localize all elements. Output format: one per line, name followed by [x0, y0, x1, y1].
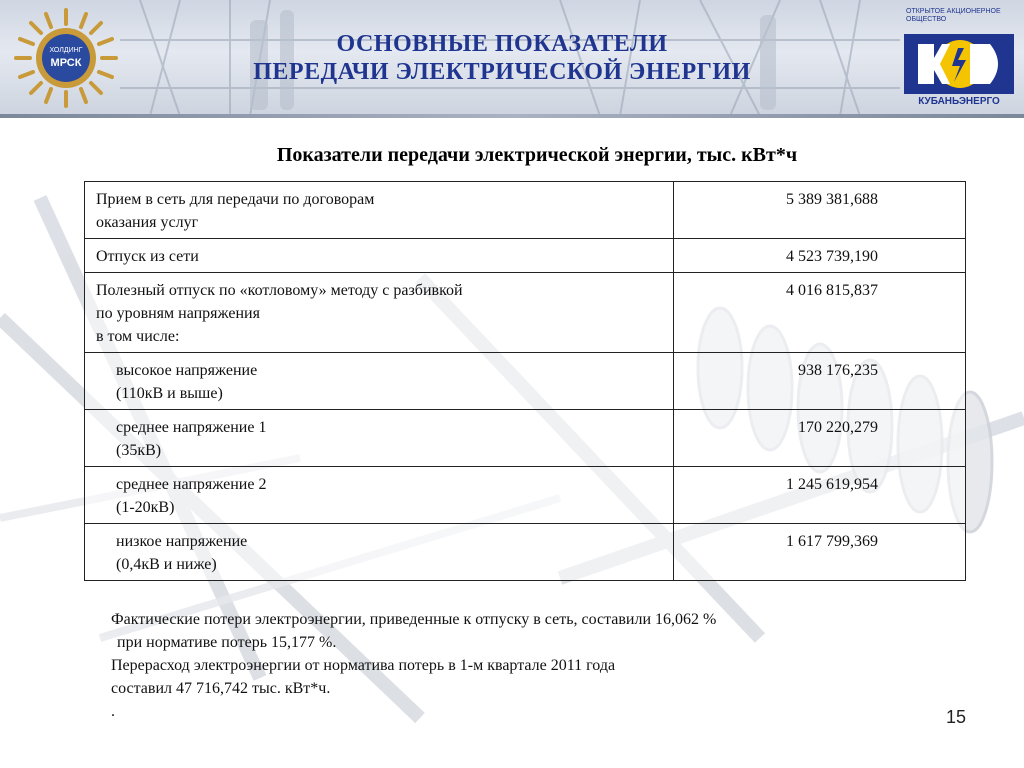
logo-right-caption: ОТКРЫТОЕ АКЦИОНЕРНОЕ ОБЩЕСТВО [906, 8, 1001, 23]
losses-note [111, 608, 911, 723]
indicators-table [84, 181, 966, 581]
mrsk-holding-logo [10, 6, 122, 110]
table-row [85, 524, 966, 581]
row-label-line: среднее напряжение 2 [116, 476, 267, 493]
row-label-line: (1-20кВ) [116, 499, 175, 516]
logo-left-line2: МРСК [50, 57, 82, 69]
row-label-line: (35кВ) [116, 442, 162, 459]
title-line-2: ПЕРЕДАЧИ ЭЛЕКТРИЧЕСКОЙ ЭНЕРГИИ [253, 59, 751, 85]
row-label-line: Прием в сеть для передачи по договорам [96, 191, 375, 208]
row-label-line: (0,4кВ и ниже) [116, 556, 217, 573]
note-line-4: составил 47 716,742 тыс. кВт*ч. [111, 680, 331, 697]
title-line-1: ОСНОВНЫЕ ПОКАЗАТЕЛИ [336, 31, 668, 57]
row-label-cell [85, 410, 674, 467]
logo-right-name: КУБАНЬЭНЕРГО [918, 96, 1000, 107]
row-label-cell [85, 524, 674, 581]
row-label-cell [85, 353, 674, 410]
row-label-line: по уровням напряжения [96, 305, 260, 322]
page-number: 15 [945, 707, 966, 727]
page-title [200, 30, 804, 86]
row-label-cell [85, 239, 674, 273]
row-label-cell [85, 182, 674, 239]
table-row [85, 353, 966, 410]
table-row [85, 182, 966, 239]
row-value-cell: 1 245 619,954 [674, 467, 966, 524]
row-value-cell: 5 389 381,688 [674, 182, 966, 239]
logo-left-line1: ХОЛДИНГ [49, 47, 83, 54]
note-line-5: . [111, 703, 115, 720]
note-line-2: при нормативе потерь 15,177 %. [117, 634, 337, 651]
row-value-cell: 938 176,235 [674, 353, 966, 410]
row-label-line: среднее напряжение 1 [116, 419, 267, 436]
note-line-3: Перерасход электроэнергии от норматива потерь в 1-м квартале 2011 года [111, 657, 616, 674]
table-row [85, 239, 966, 273]
row-label-line: оказания услуг [96, 214, 199, 231]
row-label-line: (110кВ и выше) [116, 385, 223, 402]
row-label-line: высокое напряжение [116, 362, 258, 379]
row-value-cell: 170 220,279 [674, 410, 966, 467]
table-row [85, 467, 966, 524]
row-label-line: Полезный отпуск по «котловому» методу с разбивкой [96, 282, 463, 299]
table-caption: Показатели передачи электрической энергии, тыс. кВт*ч [276, 144, 798, 166]
row-value-cell: 4 523 739,190 [674, 239, 966, 273]
row-label-line: в том числе: [96, 328, 180, 345]
row-label-line: низкое напряжение [116, 533, 248, 550]
table-row [85, 273, 966, 353]
row-label-cell [85, 467, 674, 524]
row-label-line: Отпуск из сети [96, 248, 199, 265]
row-value-cell: 1 617 799,369 [674, 524, 966, 581]
table-row [85, 410, 966, 467]
slide-header [0, 0, 1024, 116]
row-label-cell [85, 273, 674, 353]
row-value-cell: 4 016 815,837 [674, 273, 966, 353]
kubanenergo-logo [898, 8, 1018, 112]
note-line-1: Фактические потери электроэнергии, приведенные к отпуску в сеть, составили 16,062 % [111, 611, 717, 628]
